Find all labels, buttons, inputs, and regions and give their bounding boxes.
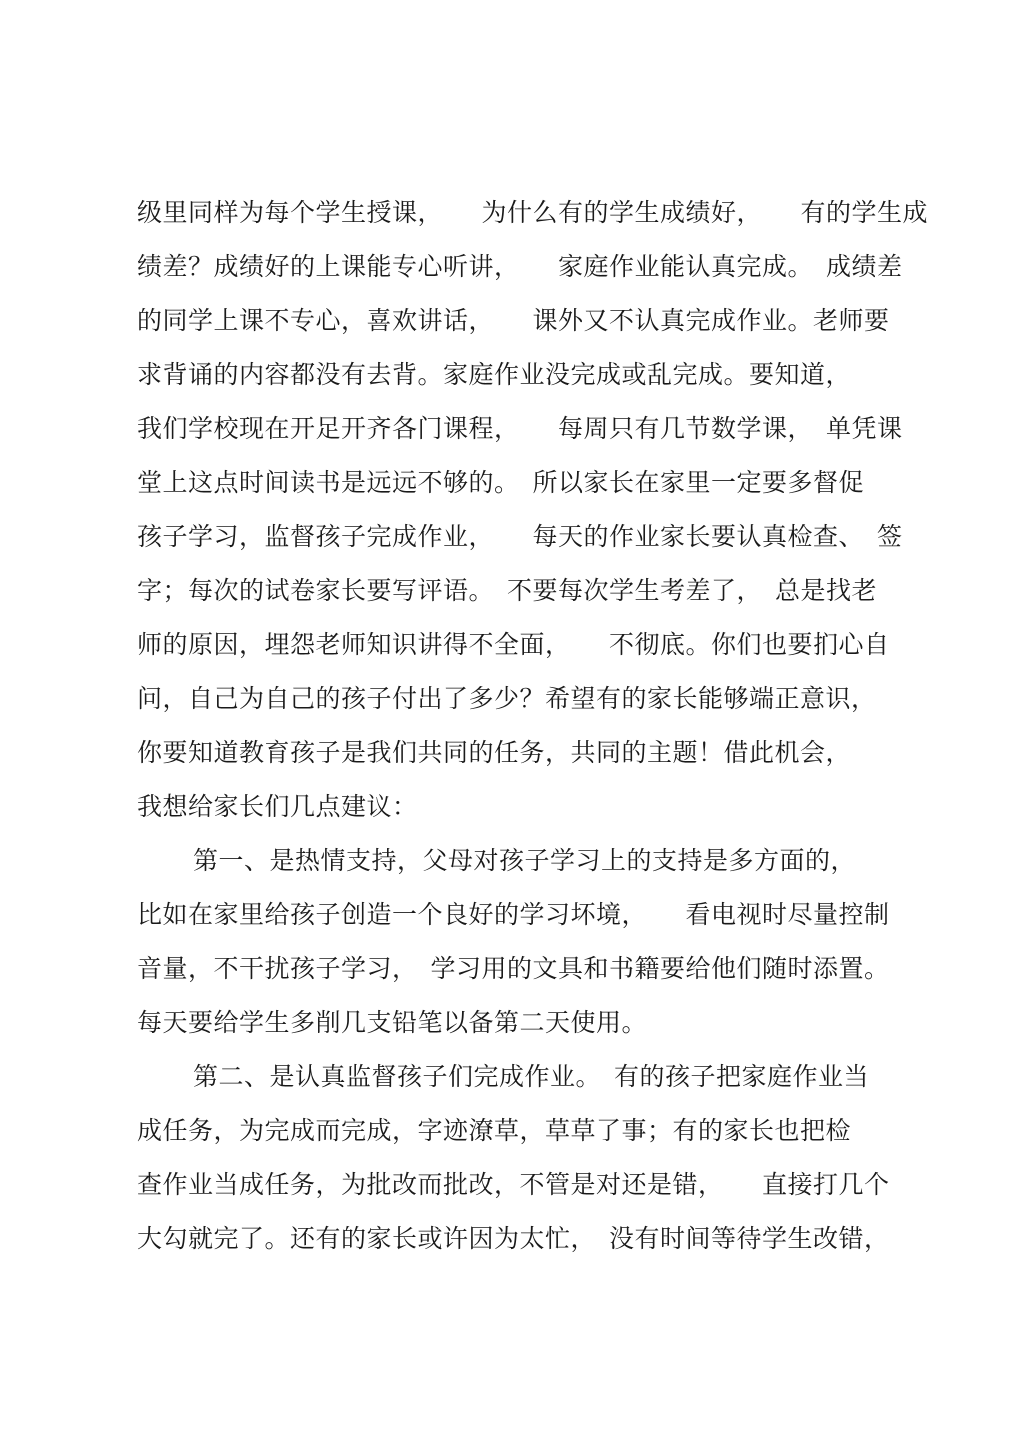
text-line: 你要知道教育孩子是我们共同的任务，共同的主题！借此机会， [137,738,852,767]
document-body [137,186,929,1266]
text-line: 每天要给学生多削几支铅笔以备第二天使用。 [137,1008,648,1037]
text-line: 成任务，为完成而完成，字迹潦草，草草了事；有的家长也把检 [137,1116,852,1145]
text-line: 我们学校现在开足开齐各门课程， 每周只有几节数学课， 单凭课 [137,414,903,443]
text-line: 师的原因，埋怨老师知识讲得不全面， 不彻底。你们也要扪心自 [137,630,890,659]
text-line: 的同学上课不专心，喜欢讲话， 课外又不认真完成作业。老师要 [137,306,890,335]
text-line: 问，自己为自己的孩子付出了多少？希望有的家长能够端正意识， [137,684,877,713]
text-line: 级里同样为每个学生授课， 为什么有的学生成绩好， 有的学生成 [137,198,929,227]
text-line: 查作业当成任务，为批改而批改，不管是对还是错， 直接打几个 [137,1170,890,1199]
text-line: 大勾就完了。还有的家长或许因为太忙， 没有时间等待学生改错， [137,1224,890,1253]
text-line: 字；每次的试卷家长要写评语。 不要每次学生考差了， 总是找老 [137,576,878,605]
text-line: 孩子学习，监督孩子完成作业， 每天的作业家长要认真检查、 签 [137,522,903,551]
text-line: 音量，不干扰孩子学习， 学习用的文具和书籍要给他们随时添置。 [137,954,890,983]
text-line: 求背诵的内容都没有去背。家庭作业没完成或乱完成。要知道， [137,360,852,389]
text-line: 绩差？成绩好的上课能专心听讲， 家庭作业能认真完成。 成绩差 [137,252,903,281]
paragraph-first-line: 第一、是热情支持，父母对孩子学习上的支持是多方面的， [193,846,857,875]
text-line: 堂上这点时间读书是远远不够的。 所以家长在家里一定要多督促 [137,468,865,497]
text-line: 比如在家里给孩子创造一个良好的学习坏境， 看电视时尽量控制 [137,900,890,929]
paragraph-first-line: 第二、是认真监督孩子们完成作业。 有的孩子把家庭作业当 [193,1062,870,1091]
text-line: 我想给家长们几点建议： [137,792,418,821]
